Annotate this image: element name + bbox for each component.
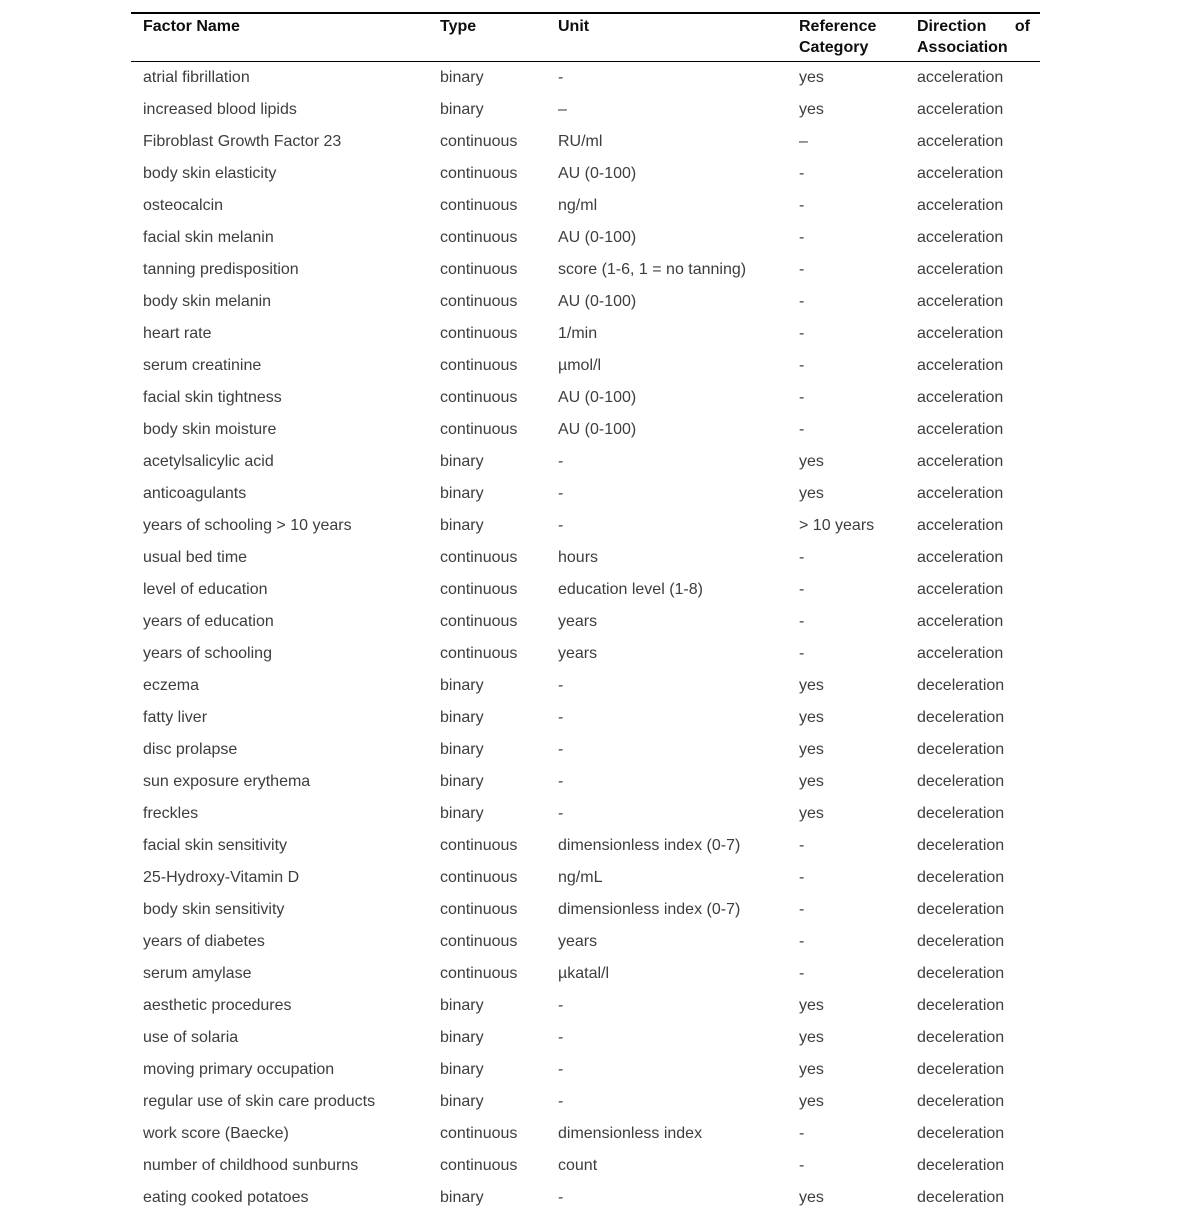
cell-factor-name: sun exposure erythema bbox=[143, 772, 311, 790]
cell-type: continuous bbox=[440, 836, 518, 854]
cell-unit: - bbox=[558, 1092, 564, 1110]
cell-reference-category: yes bbox=[799, 1188, 824, 1206]
cell-direction-of-association: deceleration bbox=[917, 740, 1005, 758]
cell-type: binary bbox=[440, 1060, 484, 1078]
table-row bbox=[131, 382, 1040, 414]
cell-factor-name: body skin elasticity bbox=[143, 164, 277, 182]
table-row bbox=[131, 766, 1040, 798]
cell-unit: count bbox=[558, 1156, 598, 1174]
cell-reference-category: yes bbox=[799, 484, 824, 502]
cell-direction-of-association: deceleration bbox=[917, 932, 1005, 950]
cell-unit: years bbox=[558, 644, 598, 662]
table-row bbox=[131, 1086, 1040, 1118]
table-row bbox=[131, 542, 1040, 574]
table-row bbox=[131, 1022, 1040, 1054]
cell-unit: - bbox=[558, 772, 564, 790]
cell-factor-name: facial skin tightness bbox=[143, 388, 282, 406]
table-row bbox=[131, 94, 1040, 126]
cell-direction-of-association: deceleration bbox=[917, 1028, 1005, 1046]
cell-direction-of-association: deceleration bbox=[917, 1092, 1005, 1110]
cell-factor-name: body skin melanin bbox=[143, 292, 272, 310]
cell-reference-category: - bbox=[799, 324, 805, 342]
cell-direction-of-association: acceleration bbox=[917, 196, 1004, 214]
cell-unit: µmol/l bbox=[558, 356, 601, 374]
cell-factor-name: number of childhood sunburns bbox=[143, 1156, 359, 1174]
column-header-direction-of-association: Direction of Association bbox=[917, 18, 1030, 56]
table-row bbox=[131, 638, 1040, 670]
cell-factor-name: atrial fibrillation bbox=[143, 68, 250, 86]
cell-type: binary bbox=[440, 676, 484, 694]
cell-type: binary bbox=[440, 1188, 484, 1206]
cell-factor-name: regular use of skin care products bbox=[143, 1092, 376, 1110]
cell-unit: - bbox=[558, 1060, 564, 1078]
column-header-factor-name: Factor Name bbox=[143, 18, 240, 35]
table-row bbox=[131, 1118, 1040, 1150]
cell-factor-name: moving primary occupation bbox=[143, 1060, 335, 1078]
cell-direction-of-association: deceleration bbox=[917, 996, 1005, 1014]
cell-factor-name: years of schooling > 10 years bbox=[143, 516, 352, 534]
cell-factor-name: freckles bbox=[143, 804, 199, 822]
cell-factor-name: serum amylase bbox=[143, 964, 252, 982]
cell-unit: years bbox=[558, 612, 598, 630]
cell-reference-category: yes bbox=[799, 708, 824, 726]
cell-type: continuous bbox=[440, 868, 518, 886]
table-row bbox=[131, 190, 1040, 222]
cell-direction-of-association: deceleration bbox=[917, 836, 1005, 854]
table-row bbox=[131, 1182, 1040, 1210]
table-row bbox=[131, 318, 1040, 350]
cell-type: continuous bbox=[440, 132, 518, 150]
cell-factor-name: facial skin sensitivity bbox=[143, 836, 288, 854]
cell-direction-of-association: deceleration bbox=[917, 1188, 1005, 1206]
cell-unit: AU (0-100) bbox=[558, 292, 637, 310]
table-row bbox=[131, 670, 1040, 702]
cell-type: binary bbox=[440, 772, 484, 790]
cell-type: continuous bbox=[440, 196, 518, 214]
cell-reference-category: - bbox=[799, 356, 805, 374]
cell-reference-category: - bbox=[799, 292, 805, 310]
cell-factor-name: serum creatinine bbox=[143, 356, 262, 374]
cell-unit: dimensionless index bbox=[558, 1124, 703, 1142]
table-row bbox=[131, 446, 1040, 478]
cell-direction-of-association: acceleration bbox=[917, 324, 1004, 342]
cell-factor-name: fatty liver bbox=[143, 708, 208, 726]
cell-type: binary bbox=[440, 1028, 484, 1046]
cell-factor-name: work score (Baecke) bbox=[143, 1124, 289, 1142]
cell-unit: - bbox=[558, 996, 564, 1014]
cell-unit: score (1-6, 1 = no tanning) bbox=[558, 260, 747, 278]
cell-type: continuous bbox=[440, 420, 518, 438]
cell-type: binary bbox=[440, 68, 484, 86]
cell-unit: – bbox=[558, 100, 567, 118]
cell-type: binary bbox=[440, 100, 484, 118]
table-row bbox=[131, 574, 1040, 606]
cell-reference-category: yes bbox=[799, 1028, 824, 1046]
cell-reference-category: yes bbox=[799, 100, 824, 118]
table-header bbox=[131, 13, 1040, 62]
table-row bbox=[131, 1150, 1040, 1182]
cell-direction-of-association: deceleration bbox=[917, 964, 1005, 982]
cell-unit: years bbox=[558, 932, 598, 950]
cell-factor-name: tanning predisposition bbox=[143, 260, 299, 278]
cell-type: binary bbox=[440, 740, 484, 758]
cell-unit: hours bbox=[558, 548, 599, 566]
cell-type: continuous bbox=[440, 612, 518, 630]
column-header-unit: Unit bbox=[558, 18, 590, 35]
cell-direction-of-association: acceleration bbox=[917, 68, 1004, 86]
cell-factor-name: usual bed time bbox=[143, 548, 248, 566]
cell-reference-category: yes bbox=[799, 452, 824, 470]
cell-unit: - bbox=[558, 804, 564, 822]
cell-reference-category: - bbox=[799, 228, 805, 246]
cell-type: continuous bbox=[440, 1156, 518, 1174]
cell-direction-of-association: deceleration bbox=[917, 1124, 1005, 1142]
cell-type: binary bbox=[440, 516, 484, 534]
cell-factor-name: body skin sensitivity bbox=[143, 900, 285, 918]
cell-unit: AU (0-100) bbox=[558, 164, 637, 182]
cell-reference-category: yes bbox=[799, 68, 824, 86]
cell-direction-of-association: acceleration bbox=[917, 100, 1004, 118]
cell-reference-category: – bbox=[799, 132, 808, 150]
factors-table bbox=[131, 12, 1040, 1210]
cell-unit: - bbox=[558, 452, 564, 470]
cell-type: binary bbox=[440, 1092, 484, 1110]
cell-type: binary bbox=[440, 804, 484, 822]
cell-type: continuous bbox=[440, 900, 518, 918]
cell-direction-of-association: acceleration bbox=[917, 228, 1004, 246]
cell-reference-category: - bbox=[799, 196, 805, 214]
cell-factor-name: use of solaria bbox=[143, 1028, 239, 1046]
column-header-reference-category: Reference Category bbox=[799, 18, 877, 56]
cell-type: binary bbox=[440, 484, 484, 502]
cell-type: continuous bbox=[440, 644, 518, 662]
cell-type: continuous bbox=[440, 292, 518, 310]
cell-unit: - bbox=[558, 708, 564, 726]
cell-type: continuous bbox=[440, 324, 518, 342]
table-row bbox=[131, 254, 1040, 286]
cell-unit: - bbox=[558, 1028, 564, 1046]
cell-reference-category: - bbox=[799, 548, 805, 566]
cell-unit: ng/ml bbox=[558, 196, 598, 214]
cell-unit: - bbox=[558, 740, 564, 758]
cell-reference-category: yes bbox=[799, 1060, 824, 1078]
cell-unit: - bbox=[558, 68, 564, 86]
cell-factor-name: aesthetic procedures bbox=[143, 996, 292, 1014]
cell-factor-name: anticoagulants bbox=[143, 484, 247, 502]
table-row bbox=[131, 286, 1040, 318]
cell-factor-name: years of diabetes bbox=[143, 932, 265, 950]
cell-type: continuous bbox=[440, 260, 518, 278]
cell-reference-category: yes bbox=[799, 740, 824, 758]
cell-type: continuous bbox=[440, 356, 518, 374]
cell-factor-name: 25-Hydroxy-Vitamin D bbox=[143, 868, 300, 886]
cell-reference-category: - bbox=[799, 964, 805, 982]
cell-direction-of-association: deceleration bbox=[917, 708, 1005, 726]
cell-unit: ng/mL bbox=[558, 868, 603, 886]
cell-reference-category: yes bbox=[799, 1092, 824, 1110]
cell-unit: dimensionless index (0-7) bbox=[558, 900, 741, 918]
cell-direction-of-association: deceleration bbox=[917, 1156, 1005, 1174]
cell-direction-of-association: acceleration bbox=[917, 644, 1004, 662]
cell-unit: µkatal/l bbox=[558, 964, 610, 982]
table-row bbox=[131, 862, 1040, 894]
cell-factor-name: level of education bbox=[143, 580, 268, 598]
cell-direction-of-association: acceleration bbox=[917, 132, 1004, 150]
cell-direction-of-association: acceleration bbox=[917, 484, 1004, 502]
cell-unit: education level (1-8) bbox=[558, 580, 703, 598]
cell-direction-of-association: deceleration bbox=[917, 804, 1005, 822]
cell-unit: - bbox=[558, 1188, 564, 1206]
cell-reference-category: yes bbox=[799, 804, 824, 822]
cell-direction-of-association: acceleration bbox=[917, 516, 1004, 534]
header-row bbox=[131, 13, 1040, 62]
cell-reference-category: > 10 years bbox=[799, 516, 875, 534]
table-row bbox=[131, 830, 1040, 862]
cell-reference-category: - bbox=[799, 420, 805, 438]
cell-reference-category: yes bbox=[799, 772, 824, 790]
cell-factor-name: years of schooling bbox=[143, 644, 272, 662]
table-row bbox=[131, 798, 1040, 830]
table-row bbox=[131, 606, 1040, 638]
cell-reference-category: - bbox=[799, 388, 805, 406]
cell-direction-of-association: acceleration bbox=[917, 580, 1004, 598]
cell-reference-category: - bbox=[799, 868, 805, 886]
cell-direction-of-association: acceleration bbox=[917, 164, 1004, 182]
cell-direction-of-association: acceleration bbox=[917, 292, 1004, 310]
cell-type: continuous bbox=[440, 964, 518, 982]
table-body bbox=[131, 62, 1040, 1210]
cell-type: continuous bbox=[440, 388, 518, 406]
cell-reference-category: - bbox=[799, 644, 805, 662]
cell-unit: dimensionless index (0-7) bbox=[558, 836, 741, 854]
cell-unit: 1/min bbox=[558, 324, 598, 342]
cell-factor-name: body skin moisture bbox=[143, 420, 277, 438]
table-row bbox=[131, 478, 1040, 510]
cell-direction-of-association: acceleration bbox=[917, 452, 1004, 470]
cell-factor-name: osteocalcin bbox=[143, 196, 224, 214]
cell-direction-of-association: deceleration bbox=[917, 900, 1005, 918]
table-row bbox=[131, 1054, 1040, 1086]
cell-type: continuous bbox=[440, 548, 518, 566]
table-row bbox=[131, 222, 1040, 254]
cell-direction-of-association: acceleration bbox=[917, 356, 1004, 374]
table-row bbox=[131, 926, 1040, 958]
column-header-type: Type bbox=[440, 18, 477, 35]
cell-factor-name: heart rate bbox=[143, 324, 212, 342]
cell-direction-of-association: acceleration bbox=[917, 612, 1004, 630]
cell-factor-name: years of education bbox=[143, 612, 274, 630]
cell-direction-of-association: acceleration bbox=[917, 548, 1004, 566]
table-row bbox=[131, 126, 1040, 158]
table-row bbox=[131, 62, 1040, 94]
cell-type: continuous bbox=[440, 580, 518, 598]
cell-direction-of-association: acceleration bbox=[917, 420, 1004, 438]
cell-direction-of-association: acceleration bbox=[917, 388, 1004, 406]
cell-reference-category: - bbox=[799, 836, 805, 854]
cell-factor-name: eczema bbox=[143, 676, 200, 694]
cell-unit: AU (0-100) bbox=[558, 420, 637, 438]
cell-reference-category: - bbox=[799, 260, 805, 278]
table-row bbox=[131, 894, 1040, 926]
cell-reference-category: - bbox=[799, 900, 805, 918]
cell-type: continuous bbox=[440, 228, 518, 246]
cell-unit: - bbox=[558, 516, 564, 534]
cell-direction-of-association: deceleration bbox=[917, 676, 1005, 694]
table-row bbox=[131, 958, 1040, 990]
cell-reference-category: yes bbox=[799, 676, 824, 694]
cell-factor-name: facial skin melanin bbox=[143, 228, 274, 246]
cell-direction-of-association: deceleration bbox=[917, 772, 1005, 790]
cell-direction-of-association: deceleration bbox=[917, 1060, 1005, 1078]
cell-type: continuous bbox=[440, 932, 518, 950]
cell-reference-category: - bbox=[799, 932, 805, 950]
cell-type: continuous bbox=[440, 1124, 518, 1142]
table-row bbox=[131, 734, 1040, 766]
cell-type: binary bbox=[440, 708, 484, 726]
cell-reference-category: - bbox=[799, 1156, 805, 1174]
table-row bbox=[131, 350, 1040, 382]
cell-reference-category: - bbox=[799, 1124, 805, 1142]
cell-type: binary bbox=[440, 996, 484, 1014]
cell-unit: AU (0-100) bbox=[558, 388, 637, 406]
cell-unit: - bbox=[558, 676, 564, 694]
cell-reference-category: - bbox=[799, 164, 805, 182]
table-row bbox=[131, 510, 1040, 542]
cell-factor-name: increased blood lipids bbox=[143, 100, 297, 118]
cell-factor-name: acetylsalicylic acid bbox=[143, 452, 274, 470]
cell-unit: RU/ml bbox=[558, 132, 603, 150]
cell-factor-name: Fibroblast Growth Factor 23 bbox=[143, 132, 342, 150]
table-row bbox=[131, 414, 1040, 446]
table-row bbox=[131, 990, 1040, 1022]
table-row bbox=[131, 158, 1040, 190]
cell-unit: - bbox=[558, 484, 564, 502]
cell-type: continuous bbox=[440, 164, 518, 182]
cell-reference-category: yes bbox=[799, 996, 824, 1014]
cell-reference-category: - bbox=[799, 612, 805, 630]
cell-type: binary bbox=[440, 452, 484, 470]
cell-factor-name: eating cooked potatoes bbox=[143, 1188, 309, 1206]
cell-factor-name: disc prolapse bbox=[143, 740, 238, 758]
cell-unit: AU (0-100) bbox=[558, 228, 637, 246]
cell-direction-of-association: acceleration bbox=[917, 260, 1004, 278]
cell-direction-of-association: deceleration bbox=[917, 868, 1005, 886]
table-row bbox=[131, 702, 1040, 734]
cell-reference-category: - bbox=[799, 580, 805, 598]
